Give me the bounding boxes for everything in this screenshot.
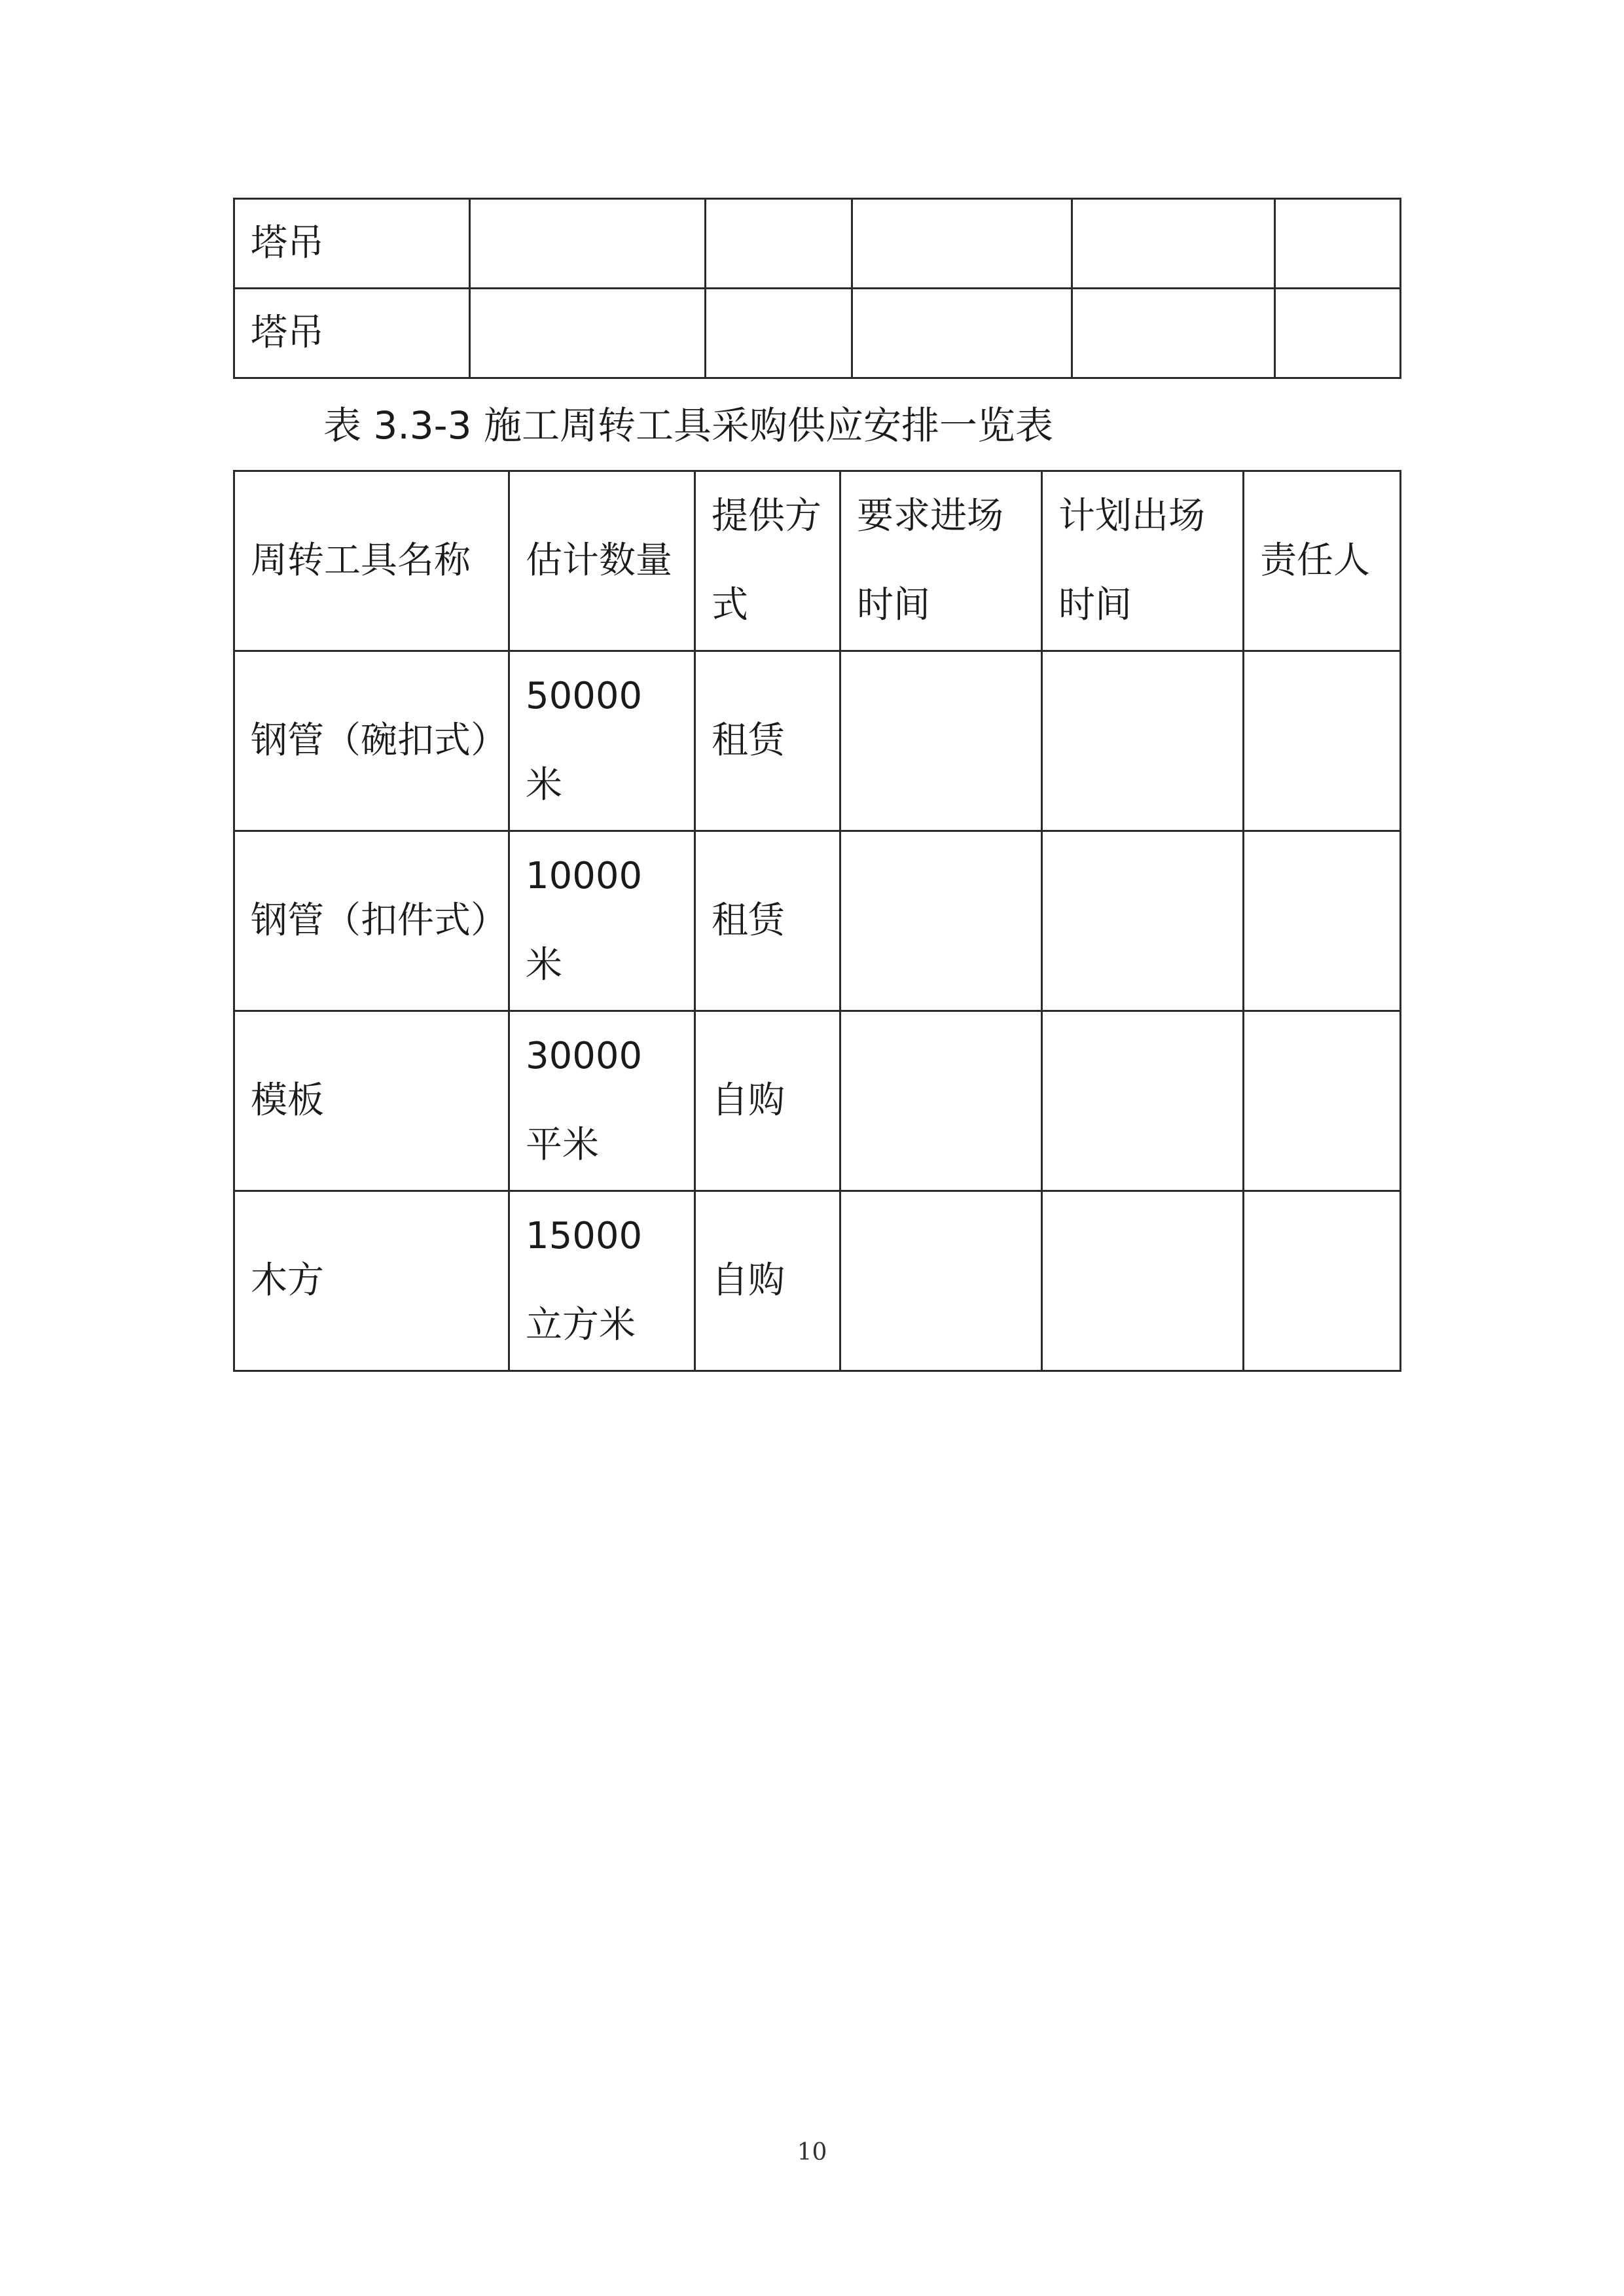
header-tool-name: 周转工具名称	[234, 471, 509, 651]
quantity-cell: 30000 平米	[509, 1011, 695, 1191]
table-caption: 表 3.3-3 施工周转工具采购供应安排一览表	[323, 403, 1053, 448]
table-row	[234, 199, 1401, 289]
method-cell: 自购	[695, 1191, 840, 1371]
table-row	[234, 651, 1401, 831]
owner-cell	[1244, 1191, 1401, 1371]
method-cell: 租赁	[695, 831, 840, 1011]
table-cell	[1072, 199, 1275, 289]
tool-name-cell: 钢管（扣件式）	[234, 831, 509, 1011]
entry-time-cell	[840, 1191, 1042, 1371]
table-row	[234, 289, 1401, 378]
header-entry-time: 要求进场时间	[840, 471, 1042, 651]
table-cell	[470, 199, 706, 289]
table-cell	[1072, 289, 1275, 378]
exit-time-cell	[1042, 831, 1244, 1011]
table-cell	[852, 199, 1072, 289]
table-row	[234, 1011, 1401, 1191]
tower-crane-table	[233, 198, 1401, 379]
header-method: 提供方式	[695, 471, 840, 651]
exit-time-cell	[1042, 1011, 1244, 1191]
method-cell: 自购	[695, 1011, 840, 1191]
header-quantity: 估计数量	[509, 471, 695, 651]
quantity-cell: 50000 米	[509, 651, 695, 831]
quantity-cell: 10000 米	[509, 831, 695, 1011]
header-exit-time: 计划出场时间	[1042, 471, 1244, 651]
table-header-row	[234, 471, 1401, 651]
table-cell	[706, 199, 852, 289]
table-row	[234, 831, 1401, 1011]
turnover-tools-table	[233, 470, 1401, 1372]
tool-name-cell: 钢管（碗扣式）	[234, 651, 509, 831]
owner-cell	[1244, 1011, 1401, 1191]
entry-time-cell	[840, 1011, 1042, 1191]
page-number: 10	[797, 2139, 827, 2166]
table-cell	[1275, 289, 1401, 378]
entry-time-cell	[840, 831, 1042, 1011]
table-cell	[1275, 199, 1401, 289]
table-cell	[852, 289, 1072, 378]
method-cell: 租赁	[695, 651, 840, 831]
table-cell	[706, 289, 852, 378]
table-row	[234, 1191, 1401, 1371]
entry-time-cell	[840, 651, 1042, 831]
table-cell	[470, 289, 706, 378]
owner-cell	[1244, 651, 1401, 831]
exit-time-cell	[1042, 1191, 1244, 1371]
tool-name-cell: 模板	[234, 1011, 509, 1191]
equipment-name-cell: 塔吊	[234, 289, 470, 378]
quantity-cell: 15000 立方米	[509, 1191, 695, 1371]
equipment-name-cell: 塔吊	[234, 199, 470, 289]
tool-name-cell: 木方	[234, 1191, 509, 1371]
header-owner: 责任人	[1244, 471, 1401, 651]
exit-time-cell	[1042, 651, 1244, 831]
owner-cell	[1244, 831, 1401, 1011]
